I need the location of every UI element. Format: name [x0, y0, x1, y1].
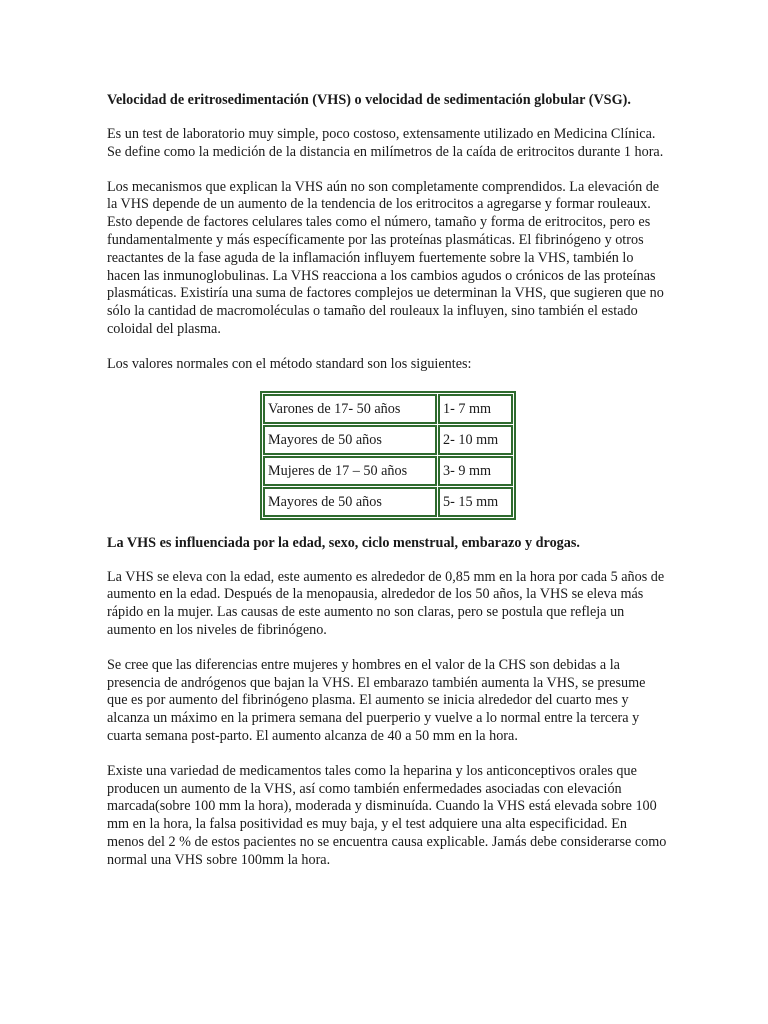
paragraph-drugs-effect: Existe una variedad de medicamentos tales como la heparina y los anticonceptivos orales que producen un aumento de la VHS, así como también enfermedades asociadas con elevación marcada(sobre 100 mm la hora), moderada y disminuída. Cuando la VHS está elevada sobre 100 mm en la hora, la falsa positividad es muy baja, y el test adquiere una alta especificidad. En menos del 2 % de estos pacientes no se encuentra causa explicable. Jamás debe considerarse como normal una VHS sobre 100mm la hora.: [107, 762, 667, 868]
document-page: [107, 91, 667, 887]
table-row: [263, 487, 513, 517]
normal-values-table-wrapper: [107, 391, 667, 520]
normal-values-table: [260, 391, 516, 520]
section-subheading: La VHS es influenciada por la edad, sexo, ciclo menstrual, embarazo y drogas.: [107, 534, 580, 551]
table-cell-range: 2- 10 mm: [438, 425, 513, 455]
paragraph-age-effect: La VHS se eleva con la edad, este aumento es alrededor de 0,85 mm en la hora por cada 5 años de aumento en la edad. Después de la menopausia, alrededor de los 50 años, la VHS se eleva más rápido en la mujer. Las causas de este aumento no son claras, pero se postula que refleja un aumento en los niveles de fibrinógeno.: [107, 568, 665, 638]
table-cell-range: 1- 7 mm: [438, 394, 513, 424]
paragraph-definition: Es un test de laboratorio muy simple, poco costoso, extensamente utilizado en Medicina Clínica. Se define como la medición de la distancia en milímetros de la caída de eritrocitos durante 1 hora.: [107, 126, 664, 160]
table-cell-range: 3- 9 mm: [438, 456, 513, 486]
table-cell-group: Varones de 17- 50 años: [263, 394, 437, 424]
paragraph-sex-pregnancy-effect: Se cree que las diferencias entre mujeres y hombres en el valor de la CHS son debidas a la presencia de andrógenos que bajan la VHS. El embarazo también aumenta la VHS, se presume que es por aumento del fibrinógeno plasma. El aumento se inicia alrededor del cuarto mes y alcanza un máximo en la primera semana del puerperio y vuelve a lo normal entre la tercera y cuarta semana post-parto. El aumento alcanza de 40 a 50 mm en la hora.: [107, 656, 646, 744]
table-cell-group: Mayores de 50 años: [263, 487, 437, 517]
table-row: [263, 425, 513, 455]
table-cell-group: Mujeres de 17 – 50 años: [263, 456, 437, 486]
table-cell-group: Mayores de 50 años: [263, 425, 437, 455]
table-cell-range: 5- 15 mm: [438, 487, 513, 517]
paragraph-mechanisms: Los mecanismos que explican la VHS aún no son completamente comprendidos. La elevación de la VHS depende de un aumento de la tendencia de los eritrocitos a agregarse y formar rouleaux. Esto depende de factores celulares tales como el número, tamaño y forma de eritrocitos, pero es fundamentalmente y más específicamente por las proteínas plasmáticas. El fibrinógeno y otros reactantes de la fase aguda de la inflamación influyem fuertemente sobre la VHS, también lo hacen las inmunoglobulinas. La VHS reacciona a los cambios agudos o crónicos de las proteínas plasmáticas. Existiría una suma de factores complejos ue determinan la VHS, que sugieren que no sólo la cantidad de macromoléculas o tamaño del rouleaux la influyen, sino también el estado coloidal del plasma.: [107, 178, 664, 337]
table-row: [263, 456, 513, 486]
document-title: Velocidad de eritrosedimentación (VHS) o velocidad de sedimentación globular (VSG).: [107, 92, 631, 108]
table-row: [263, 394, 513, 424]
paragraph-normal-values-intro: Los valores normales con el método standard son los siguientes:: [107, 355, 472, 372]
